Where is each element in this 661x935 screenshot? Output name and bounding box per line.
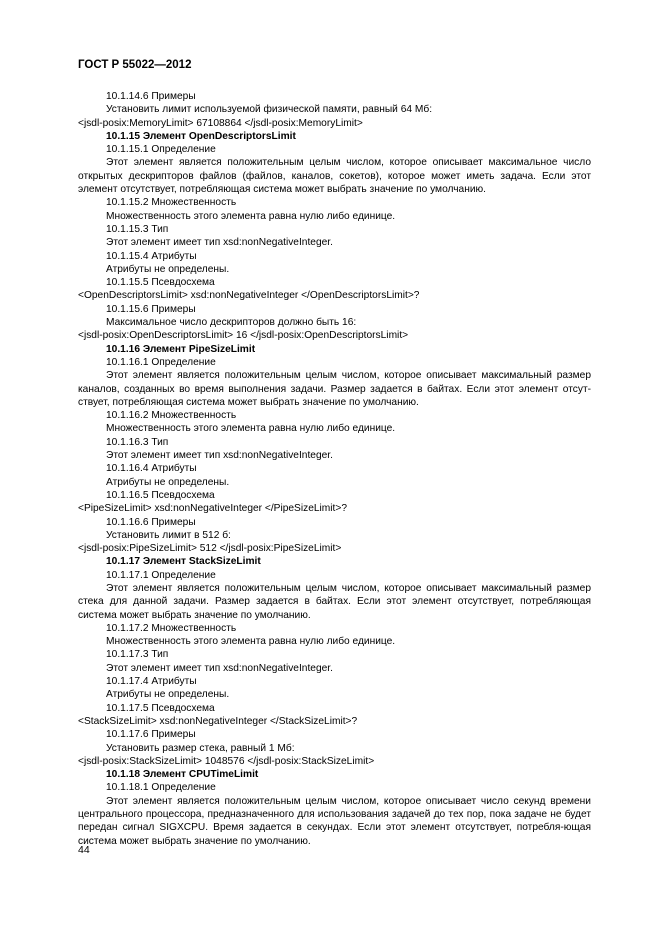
code-line: <PipeSizeLimit> xsd:nonNegativeInteger </PipeSizeLimit>? xyxy=(78,503,347,515)
code-line: <jsdl-posix:MemoryLimit> 67108864 </jsdl-posix:MemoryLimit> xyxy=(78,117,363,129)
example-text: Установить размер стека, равный 1 Мб: xyxy=(106,742,295,754)
section-title: 10.1.17 Элемент StackSizeLimit xyxy=(106,556,261,568)
paragraph: Этот элемент имеет тип xsd:nonNegativeInteger. xyxy=(106,662,333,674)
section-title: 10.1.18 Элемент CPUTimeLimit xyxy=(106,769,259,781)
paragraph: Множественность этого элемента равна нулю либо единице. xyxy=(106,423,396,435)
subsection-heading: 10.1.17.1 Определение xyxy=(106,569,216,581)
subsection-heading: 10.1.15.3 Тип xyxy=(106,223,169,235)
subsection-heading: 10.1.17.4 Атрибуты xyxy=(106,676,197,688)
paragraph: Атрибуты не определены. xyxy=(106,263,230,275)
subsection-heading: 10.1.15.6 Примеры xyxy=(106,303,196,315)
paragraph: Множественность этого элемента равна нулю либо единице. xyxy=(106,636,396,648)
paragraph: Этот элемент является положительным целым числом, которое описывает максимальный размер стека для данной задачи. Размер задается в байтах. Если этот элемент отсутствует, потребляющая система может выбрать значение по умолчанию. xyxy=(78,582,591,621)
code-line: <OpenDescriptorsLimit> xsd:nonNegativeInteger </OpenDescriptorsLimit>? xyxy=(78,290,420,302)
example-text: Максимальное число дескрипторов должно быть 16: xyxy=(106,317,357,329)
paragraph: Множественность этого элемента равна нулю либо единице. xyxy=(106,210,396,222)
code-line: <jsdl-posix:StackSizeLimit> 1048576 </jsdl-posix:StackSizeLimit> xyxy=(78,755,375,767)
code-line: <StackSizeLimit> xsd:nonNegativeInteger </StackSizeLimit>? xyxy=(78,715,358,727)
code-line: <jsdl-posix:OpenDescriptorsLimit> 16 </jsdl-posix:OpenDescriptorsLimit> xyxy=(78,330,409,342)
paragraph: Этот элемент является положительным целым числом, которое описывает число секунд времени центрального процессора, предназначенного для использования задачей до тех пор, пока задаче не будет передан сигнал SIGXCPU. Время задается в секундах. Если этот элемент отсутствует, потребля-ющая система может выбрать значение по умолчанию. xyxy=(78,795,591,847)
paragraph: Этот элемент имеет тип xsd:nonNegativeInteger. xyxy=(106,450,333,462)
page-number: 44 xyxy=(78,844,90,856)
section-title: 10.1.15 Элемент OpenDescriptorsLimit xyxy=(106,130,296,142)
subsection-heading: 10.1.16.2 Множественность xyxy=(106,410,237,422)
subsection-heading: 10.1.17.3 Тип xyxy=(106,649,169,661)
example-text: Установить лимит используемой физической памяти, равный 64 Мб: xyxy=(106,104,433,116)
subsection-heading: 10.1.18.1 Определение xyxy=(106,782,216,794)
subsection-heading: 10.1.16.4 Атрибуты xyxy=(106,463,197,475)
subsection-heading: 10.1.17.5 Псевдосхема xyxy=(106,702,215,714)
subsection-heading: 10.1.17.6 Примеры xyxy=(106,729,196,741)
paragraph: Этот элемент имеет тип xsd:nonNegativeInteger. xyxy=(106,237,333,249)
subsection-heading: 10.1.14.6 Примеры xyxy=(106,91,196,102)
subsection-heading: 10.1.16.6 Примеры xyxy=(106,516,196,528)
section-title: 10.1.16 Элемент PipeSizeLimit xyxy=(106,343,256,355)
example-text: Установить лимит в 512 б: xyxy=(106,529,231,541)
subsection-heading: 10.1.15.5 Псевдосхема xyxy=(106,277,215,289)
subsection-heading: 10.1.15.1 Определение xyxy=(106,144,216,156)
subsection-heading: 10.1.15.2 Множественность xyxy=(106,197,237,209)
subsection-heading: 10.1.17.2 Множественность xyxy=(106,622,237,634)
paragraph: Атрибуты не определены. xyxy=(106,689,230,701)
paragraph: Этот элемент является положительным целым числом, которое описывает максимальный размер каналов, созданных во время выполнения задачи. Размер задается в байтах. Если этот элемент отсут-ствует, потребляющая система может выбрать значение по умолчанию. xyxy=(78,370,591,408)
subsection-heading: 10.1.16.5 Псевдосхема xyxy=(106,489,215,501)
subsection-heading: 10.1.16.1 Определение xyxy=(106,356,216,368)
paragraph: Этот элемент является положительным целым числом, которое описывает максимальное число открытых дескрипторов файлов (файлов, каналов, сокетов), которое может иметь задача. Если этот элемент отсутствует, потребляющая система может выбрать значение по умолчанию. xyxy=(78,157,591,196)
code-line: <jsdl-posix:PipeSizeLimit> 512 </jsdl-posix:PipeSizeLimit> xyxy=(78,543,342,555)
subsection-heading: 10.1.15.4 Атрибуты xyxy=(106,250,197,262)
subsection-heading: 10.1.16.3 Тип xyxy=(106,436,169,448)
paragraph: Атрибуты не определены. xyxy=(106,476,230,488)
document-body xyxy=(78,90,591,848)
page-header: ГОСТ Р 55022—2012 xyxy=(78,59,192,71)
